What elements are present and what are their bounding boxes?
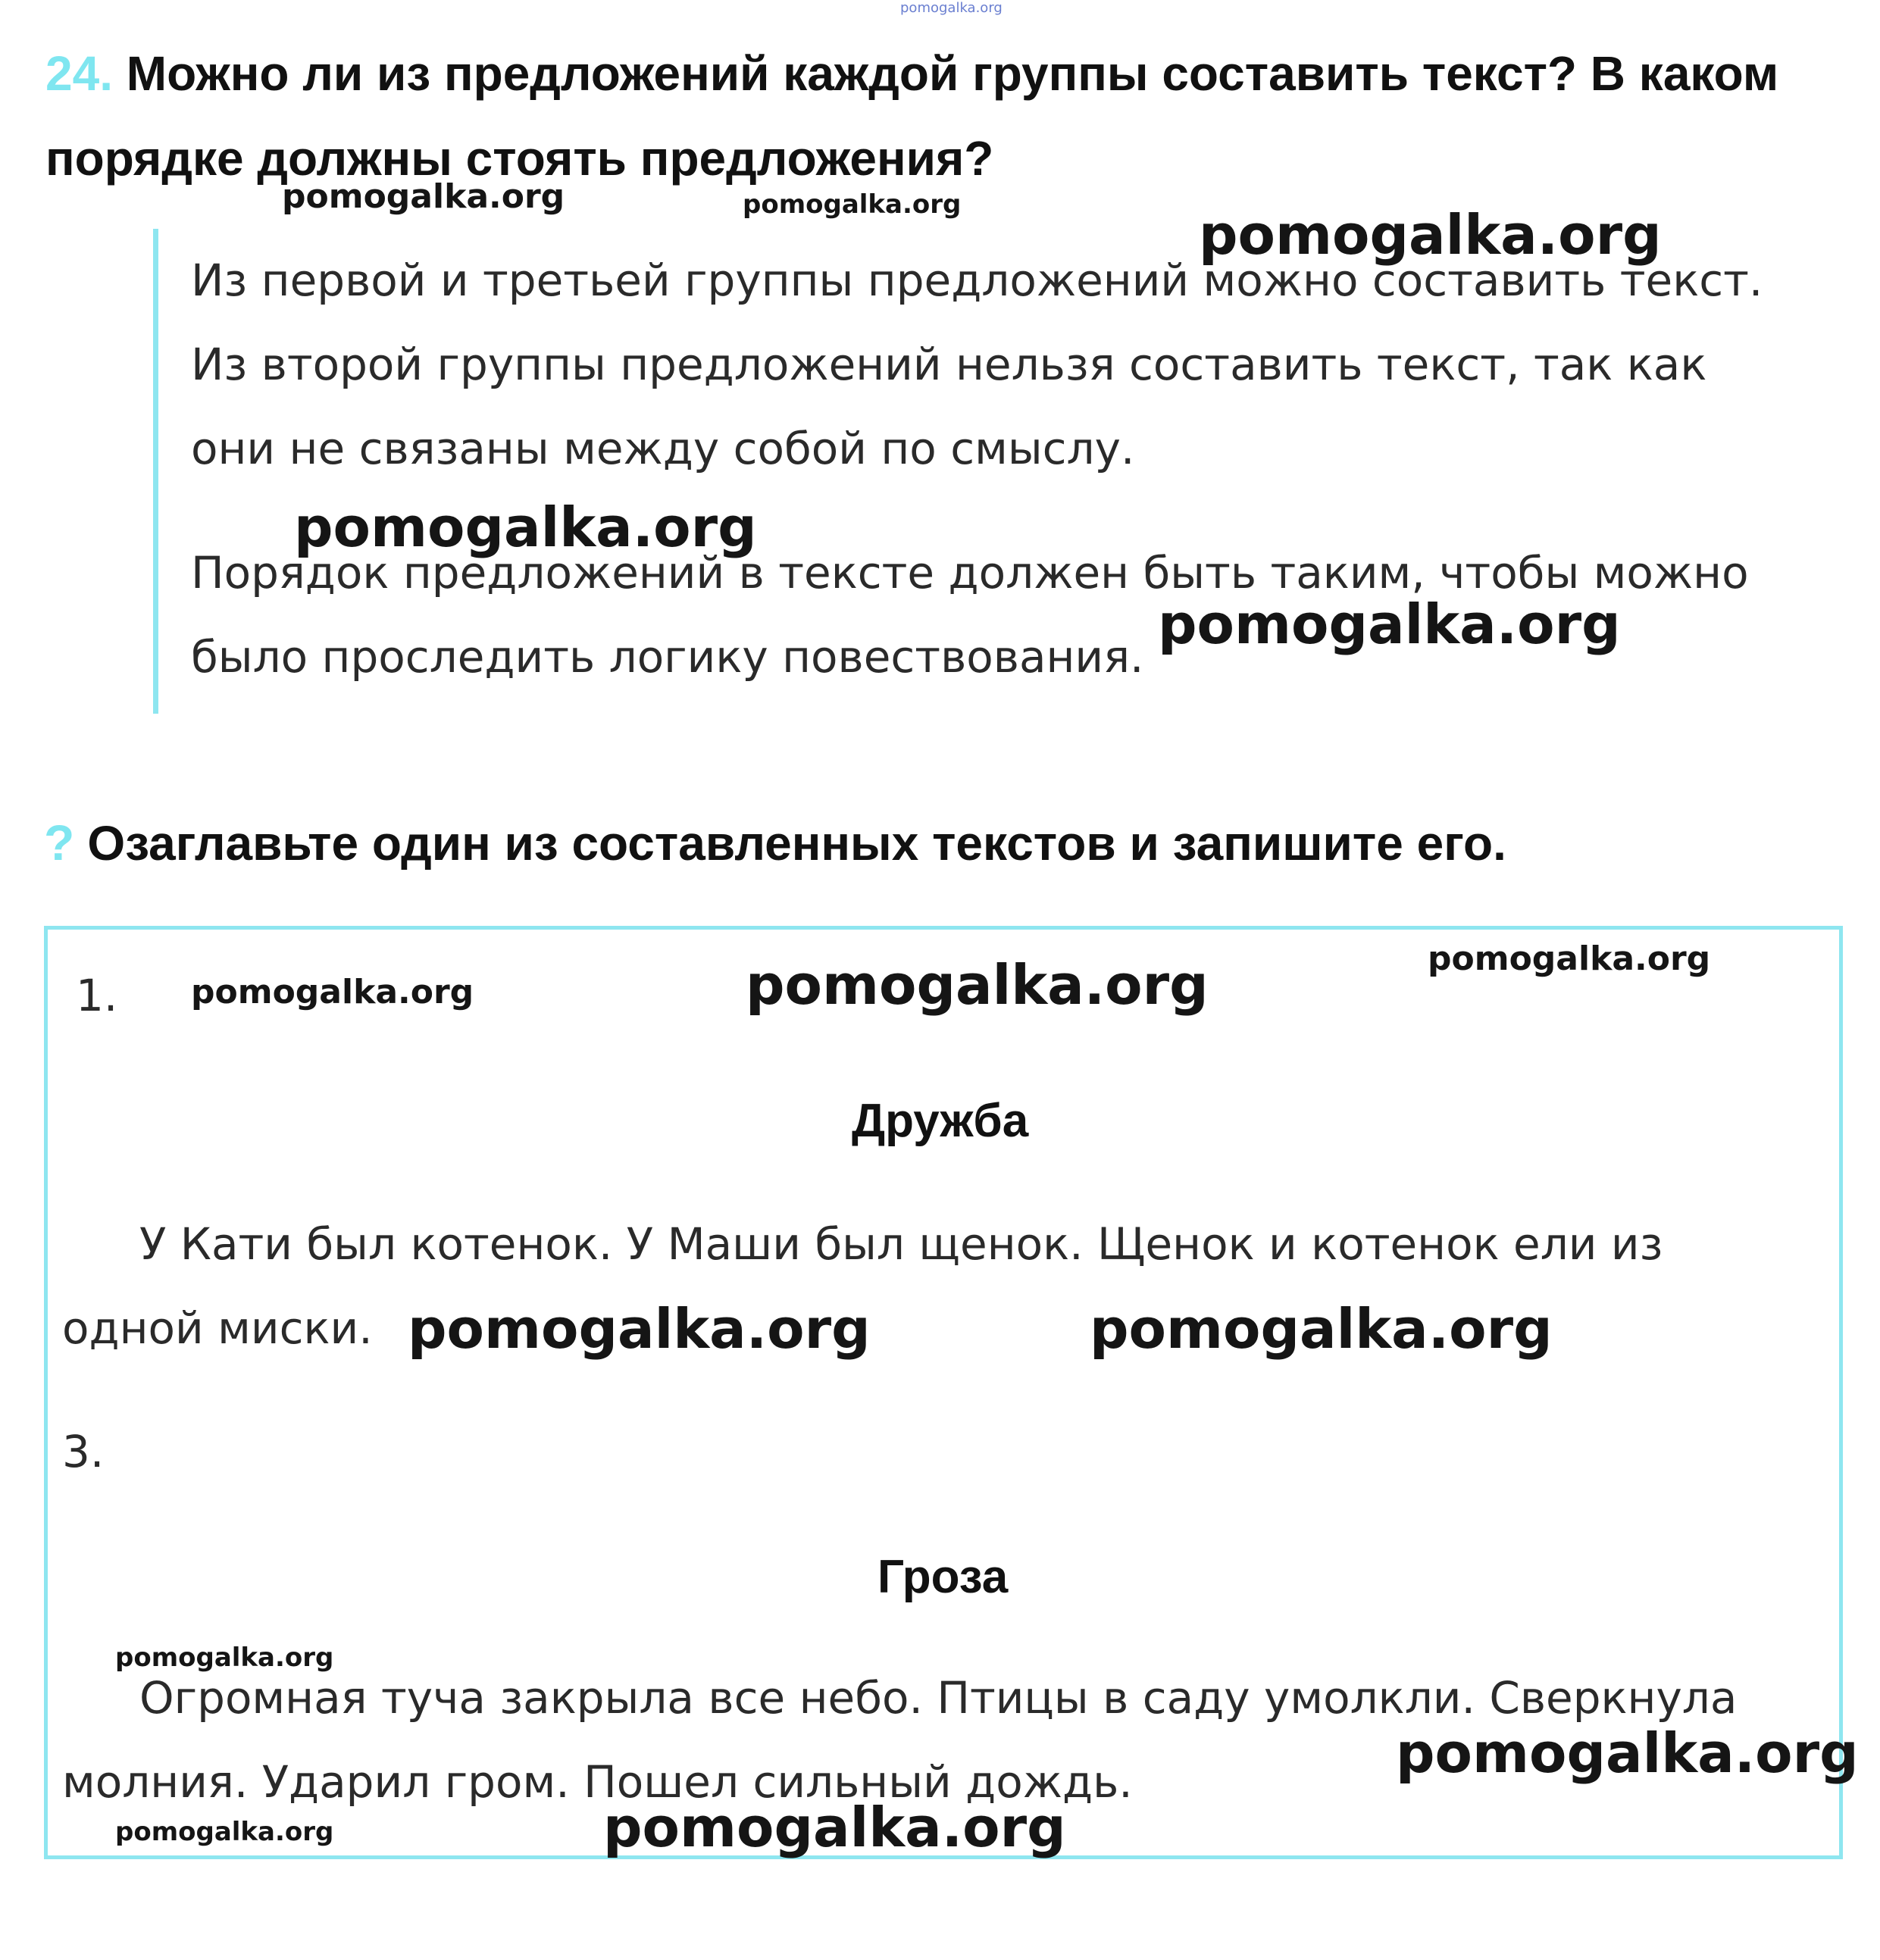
answer-line-3: они не связаны между собой по смыслу. bbox=[191, 423, 1135, 474]
answer-line-2: Из второй группы предложений нельзя составить текст, так как bbox=[191, 339, 1707, 390]
watermark: pomogalka.org bbox=[115, 1643, 334, 1673]
watermark: pomogalka.org bbox=[294, 495, 757, 559]
question-mark-icon: ? bbox=[44, 814, 75, 871]
watermark: pomogalka.org bbox=[1199, 203, 1662, 267]
watermark: pomogalka.org bbox=[746, 953, 1209, 1017]
question-number: 24. bbox=[45, 46, 113, 101]
story-title-3: Гроза bbox=[877, 1551, 1009, 1603]
subquestion bbox=[44, 814, 1506, 871]
watermark: pomogalka.org bbox=[603, 1796, 1066, 1859]
story-1-line-2: одной миски. bbox=[62, 1302, 373, 1354]
watermark: pomogalka.org bbox=[743, 189, 962, 220]
story-title-1: Дружба bbox=[852, 1095, 1029, 1147]
question-text-1: Можно ли из предложений каждой группы составить текст? В каком bbox=[126, 46, 1779, 101]
watermark: pomogalka.org bbox=[900, 0, 1003, 16]
story-number-3: 3. bbox=[62, 1426, 105, 1477]
watermark: pomogalka.org bbox=[115, 1817, 334, 1847]
story-3-line-1: Огромная туча закрыла все небо. Птицы в саду умолкли. Сверкнула bbox=[139, 1672, 1738, 1724]
watermark: pomogalka.org bbox=[282, 177, 565, 216]
question-line-1 bbox=[45, 45, 1778, 102]
story-1-line-1: У Кати был котенок. У Маши был щенок. Щенок и котенок ели из bbox=[139, 1218, 1663, 1270]
watermark: pomogalka.org bbox=[1090, 1297, 1553, 1361]
answer-line-5: было проследить логику повествования. bbox=[191, 631, 1144, 683]
watermark: pomogalka.org bbox=[191, 973, 474, 1011]
watermark: pomogalka.org bbox=[1158, 592, 1621, 656]
answer-line-1: Из первой и третьей группы предложений можно составить текст. bbox=[191, 255, 1763, 306]
watermark: pomogalka.org bbox=[1396, 1721, 1859, 1785]
story-3-line-2: молния. Ударил гром. Пошел сильный дождь. bbox=[62, 1756, 1133, 1808]
question-line-2: порядке должны стоять предложения? bbox=[45, 131, 994, 186]
watermark: pomogalka.org bbox=[408, 1297, 871, 1361]
story-number-1: 1. bbox=[76, 970, 118, 1021]
answer-quote-bar bbox=[153, 229, 158, 714]
answer-line-4: Порядок предложений в тексте должен быть таким, чтобы можно bbox=[191, 547, 1749, 599]
watermark: pomogalka.org bbox=[1428, 939, 1711, 978]
subquestion-text: Озаглавьте один из составленных текстов и запишите его. bbox=[87, 816, 1506, 871]
